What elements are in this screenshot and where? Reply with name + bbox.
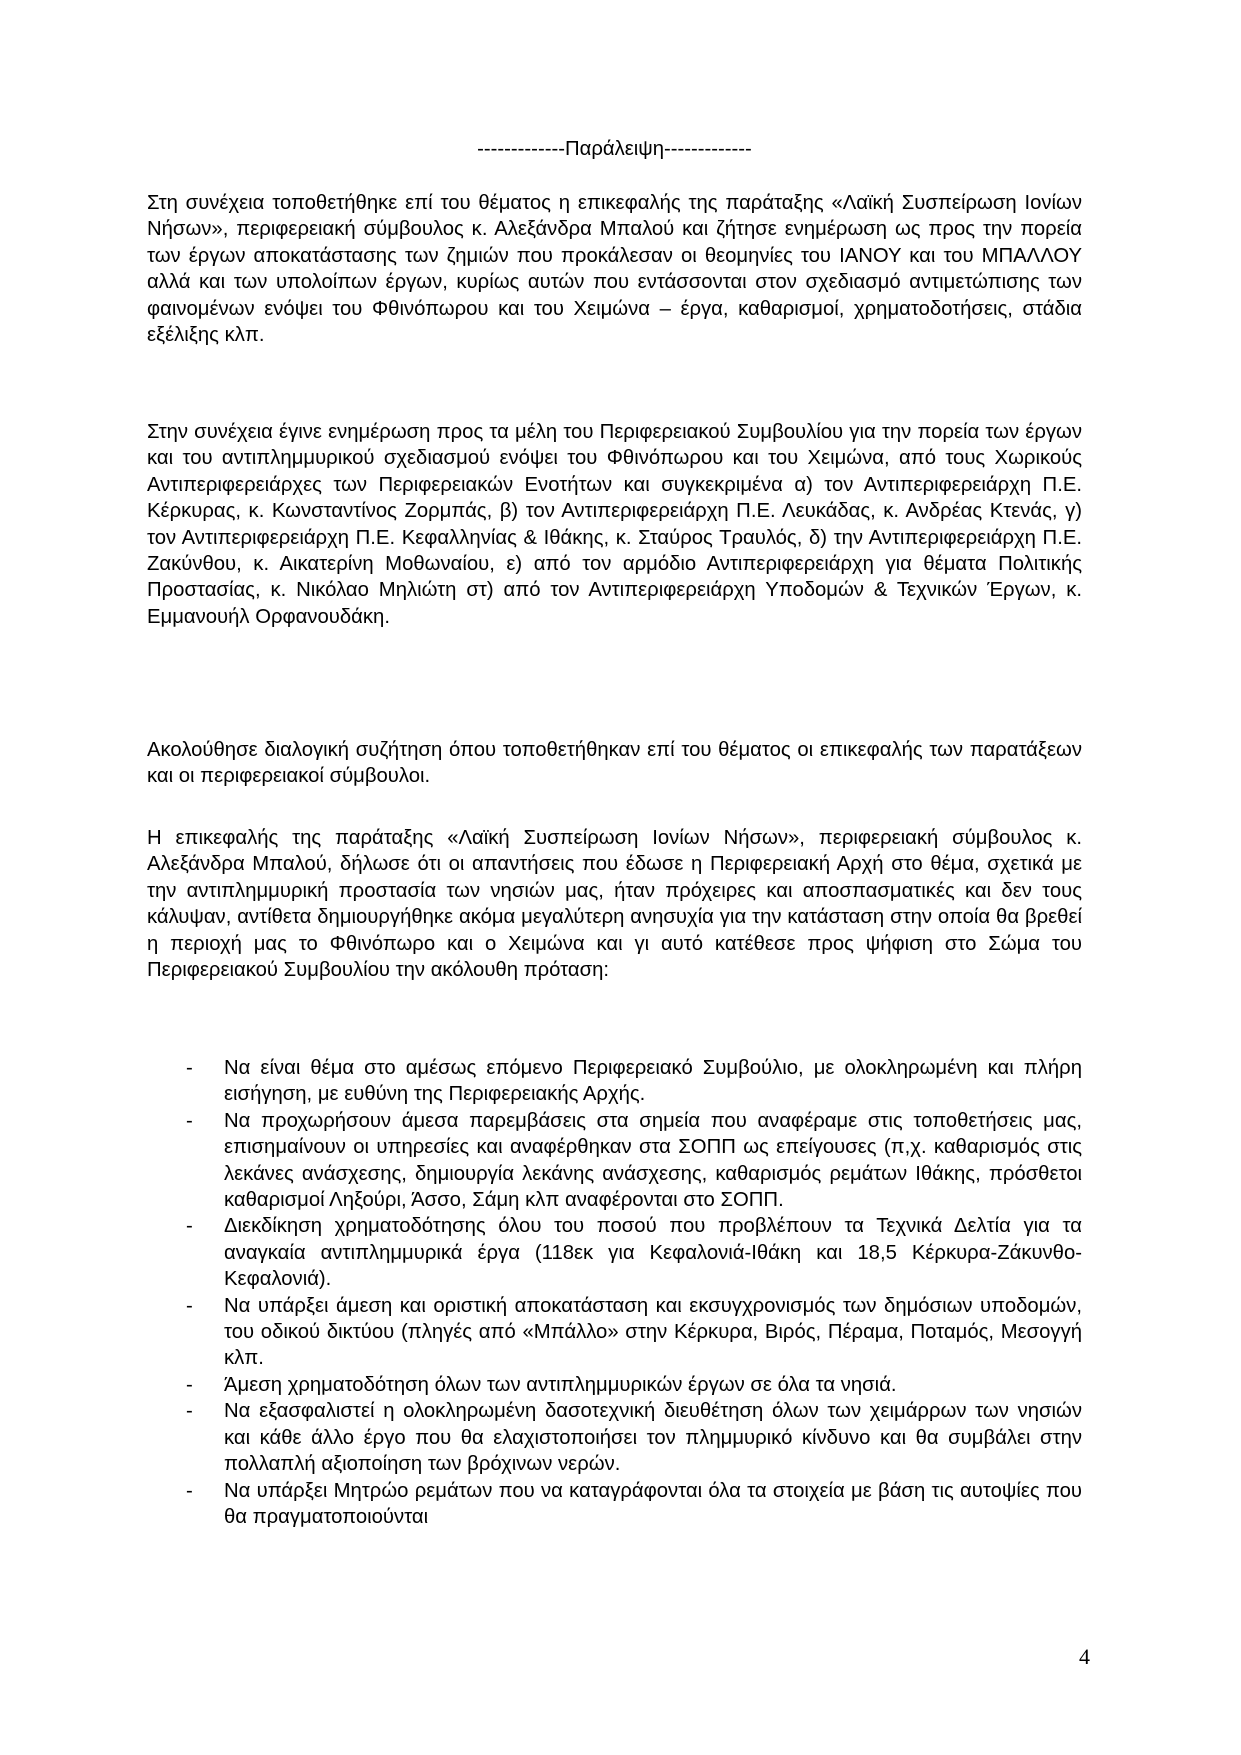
list-item (147, 1108, 1082, 1214)
paragraph-briefing: Στην συνέχεια έγινε ενημέρωση προς τα μέλη του Περιφερειακού Συμβουλίου για την πορεία των έργων και του αντιπλημμυρικού σχεδιασμού ενόψει του Φθινόπωρου και του Χειμώνα, από τους Χωρικούς Αντιπεριφερειάρχες των Περιφερειακών Ενοτήτων και συγκεκριμένα α) τον Αντιπεριφερειάρχη Π.Ε. Κέρκυρας, κ. Κωνσταντίνος Ζορμπάς, β) τον Αντιπεριφερειάρχη Π.Ε. Λευκάδας, κ. Ανδρέας Κτενάς, γ) τον Αντιπεριφερειάρχη Π.Ε. Κεφαλληνίας & Ιθάκης, κ. Σταύρος Τραυλός, δ) την Αντιπεριφερειάρχη Π.Ε. Ζακύνθου, κ. Αικατερίνη Μοθωναίου, ε) από τον αρμόδιο Αντιπεριφερειάρχη για θέματα Πολιτικής Προστασίας, κ. Νικόλαο Μηλιώτη στ) από τον Αντιπεριφερειάρχη Υποδομών & Τεχνικών Έργων, κ. Εμμανουήλ Ορφανουδάκη. (147, 421, 1082, 628)
list-item-text: Διεκδίκηση χρηματοδότησης όλου του ποσού που προβλέπουν τα Τεχνικά Δελτία για τα αναγκαία αντιπλημμυρικά έργα (118εκ για Κεφαλονιά-Ιθάκη και 18,5 Κέρκυρα-Ζάκυνθο-Κεφαλονιά). (224, 1215, 1082, 1291)
list-item (147, 1372, 1082, 1398)
list-item-text: Να εξασφαλιστεί η ολοκληρωμένη δασοτεχνική διευθέτηση όλων των χειμάρρων των νησιών και κάθε άλλο έργο που θα ελαχιστοποιήσει τον πλημμυρικό κίνδυνο και θα συμβάλει στην πολλαπλή αξιοποίηση των βρόχινων νερών. (224, 1400, 1082, 1476)
list-item-text: Άμεση χρηματοδότηση όλων των αντιπλημμυρικών έργων σε όλα τα νησιά. (224, 1373, 897, 1396)
list-item (147, 1478, 1082, 1531)
list-bullet: - (186, 1294, 193, 1317)
list-bullet: - (186, 1215, 193, 1238)
list-item (147, 1055, 1082, 1108)
list-bullet: - (186, 1109, 193, 1132)
list-item-text: Να υπάρξει Μητρώο ρεμάτων που να καταγράφονται όλα τα στοιχεία με βάση τις αυτοψίες που θα πραγματοποιούνται (224, 1479, 1082, 1528)
list-bullet: - (186, 1057, 193, 1079)
list-item-text: Να προχωρήσουν άμεσα παρεμβάσεις στα σημεία που αναφέραμε στις τοποθετήσεις μας, επισημαίνουν οι υπηρεσίες και αναφέρθηκαν στα ΣΟΠΠ ως επείγουσες (π,χ. καθαρισμός στις λεκάνες ανάσχεσης, δημιουργία λεκάνης ανάσχεσης, καθαρισμός ρεμάτων Ιθάκης, πρόσθετοι καθαρισμοί Ληξούρι, Άσσο, Σάμη κλπ αναφέρονται στο ΣΟΠΠ. (224, 1109, 1082, 1212)
list-item (147, 1398, 1082, 1477)
list-item-text: Να είναι θέμα στο αμέσως επόμενο Περιφερειακό Συμβούλιο, με ολοκληρωμένη και πλήρη εισήγηση, με ευθύνη της Περιφερειακής Αρχής. (224, 1057, 1082, 1106)
page-number: 4 (1079, 1644, 1090, 1669)
list-item (147, 1293, 1082, 1372)
paragraph-balou-statement: Η επικεφαλής της παράταξης «Λαϊκή Συσπείρωση Ιονίων Νήσων», περιφερειακή σύμβουλος κ. Αλεξάνδρα Μπαλού, δήλωσε ότι οι απαντήσεις που έδωσε η Περιφερειακή Αρχή στο θέμα, σχετικά με την αντιπλημμυρική προστασία των νησιών μας, ήταν πρόχειρες και αποσπασματικές και δεν τους κάλυψαν, αντίθετα δημιουργήθηκε ακόμα μεγαλύτερη ανησυχία για την κατάσταση στην οποία θα βρεθεί η περιοχή μας το Φθινόπωρο και ο Χειμώνα και γι αυτό κατέθεσε προς ψήφιση στο Σώμα του Περιφερειακού Συμβουλίου την ακόλουθη πρόταση: (147, 827, 1082, 982)
omission-marker: -------------Παράλειψη------------- (477, 138, 752, 160)
list-item-text: Να υπάρξει άμεση και οριστική αποκατάσταση και εκσυγχρονισμός των δημόσιων υποδομών, του οδικού δικτύου (πληγές από «Μπάλλο» στην Κέρκυρα, Βιρός, Πέραμα, Ποταμός, Μεσογγή κλπ. (224, 1294, 1082, 1370)
list-bullet: - (186, 1373, 193, 1396)
list-item (147, 1213, 1082, 1292)
proposal-list (147, 1055, 1082, 1530)
list-bullet: - (186, 1479, 193, 1502)
paragraph-discussion: Ακολούθησε διαλογική συζήτηση όπου τοποθετήθηκαν επί του θέματος οι επικεφαλής των παρατάξεων και οι περιφερειακοί σύμβουλοι. (147, 739, 1082, 788)
list-bullet: - (186, 1400, 193, 1423)
paragraph-balou-request: Στη συνέχεια τοποθετήθηκε επί του θέματος η επικεφαλής της παράταξης «Λαϊκή Συσπείρωση Ιονίων Νήσων», περιφερειακή σύμβουλος κ. Αλεξάνδρα Μπαλού και ζήτησε ενημέρωση ως προς την πορεία των έργων αποκατάστασης των ζημιών που προκάλεσαν οι θεομηνίες του ΙΑΝΟΥ και του ΜΠΑΛΛΟΥ αλλά και των υπολοίπων έργων, κυρίως αυτών που εντάσσονται στον σχεδιασμό αντιμετώπισης των φαινομένων ενόψει του Φθινόπωρου και του Χειμώνα – έργα, καθαρισμοί, χρηματοδοτήσεις, στάδια εξέλιξης κλπ. (147, 192, 1082, 347)
